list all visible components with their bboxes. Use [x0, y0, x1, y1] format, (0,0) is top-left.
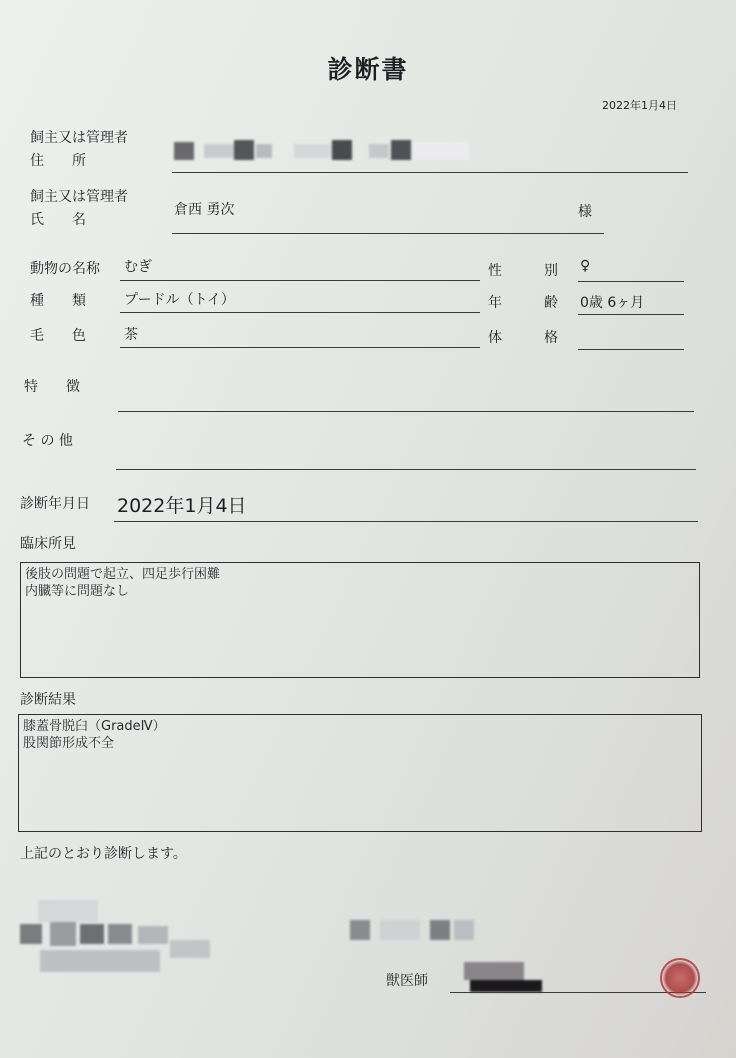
other-underline [116, 469, 696, 470]
clinical-findings-label: 臨床所見 [20, 536, 76, 552]
other-label: そ の 他 [22, 433, 73, 449]
diagnosis-date-underline [114, 521, 698, 522]
honorific: 様 [578, 204, 592, 220]
address-label-line1: 飼主又は管理者 [30, 130, 128, 146]
name-label-line1: 飼主又は管理者 [30, 189, 128, 205]
age-label: 年 齢 [488, 295, 558, 311]
sex-value: ♀ [580, 258, 591, 274]
breed-label: 種 類 [30, 293, 86, 309]
name-underline [172, 233, 604, 234]
closing-statement: 上記のとおり診断します。 [20, 846, 187, 862]
diagnosis-result-box: 膝蓋骨脱臼（GradeⅣ） 股関節形成不全 [18, 714, 702, 832]
redacted-clinic-address [350, 906, 480, 946]
breed-value: プードル（トイ） [124, 292, 235, 308]
redacted-address [174, 138, 474, 162]
address-underline [172, 172, 688, 173]
color-value: 茶 [124, 327, 138, 343]
build-underline [578, 349, 684, 350]
sex-underline [578, 281, 684, 282]
animal-name-label: 動物の名称 [30, 261, 100, 277]
diagnosis-date-value: 2022年1月4日 [117, 495, 247, 517]
owner-name: 倉西 勇次 [174, 202, 235, 218]
age-underline [578, 314, 684, 315]
features-label: 特 徴 [24, 379, 80, 395]
redacted-clinic-info [20, 900, 260, 980]
features-underline [118, 411, 694, 412]
seal-stamp [660, 958, 700, 998]
animal-name-underline [120, 280, 480, 281]
clinical-findings-box: 後肢の問題で起立、四足歩行困難 内臓等に問題なし [20, 562, 700, 678]
page-title: 診断書 [327, 55, 409, 84]
sex-label: 性 別 [488, 263, 558, 279]
color-label: 毛 色 [30, 328, 86, 344]
address-label-line2: 住 所 [30, 153, 86, 169]
diagnosis-result-label: 診断結果 [20, 692, 76, 708]
age-value: 0歳 6ヶ月 [580, 295, 645, 311]
animal-name-value: むぎ [124, 259, 152, 275]
name-label-line2: 氏 名 [30, 212, 86, 228]
vet-label: 獣医師 [386, 973, 428, 989]
redacted-vet-name [450, 962, 550, 996]
issue-date: 2022年1月4日 [602, 99, 677, 112]
breed-underline [120, 312, 480, 313]
diagnosis-date-label: 診断年月日 [20, 496, 90, 512]
build-label: 体 格 [488, 330, 558, 346]
color-underline [120, 347, 480, 348]
